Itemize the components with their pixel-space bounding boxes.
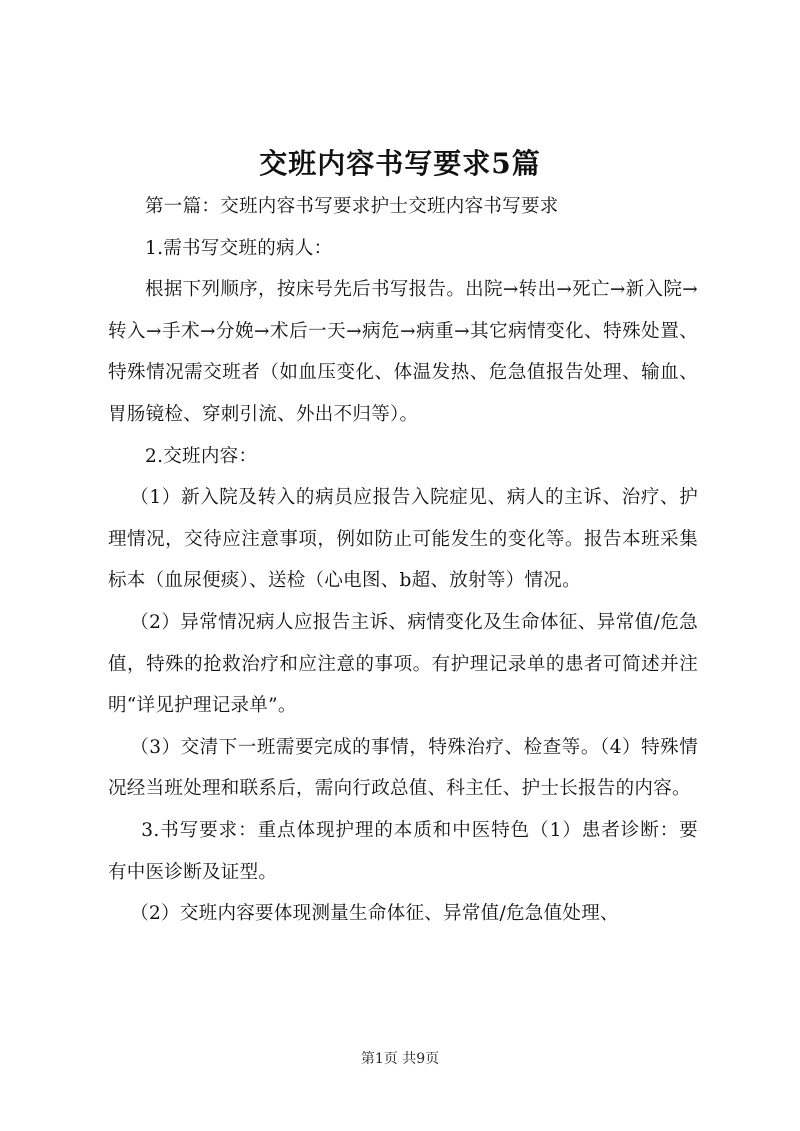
- paragraph-order-list: 根据下列顺序，按床号先后书写报告。出院→转出→死亡→新入院→转入→手术→分娩→术后一天→病危→病重→其它病情变化、特殊处置、特殊情况需交班者（如血压变化、体温发热、危急值报告处理、输血、胃肠镜检、穿刺引流、外出不归等）。: [108, 279, 698, 425]
- paragraph-item-3: 3.书写要求：重点体现护理的本质和中医特色（1）患者诊断：要有中医诊断及证型。: [108, 819, 698, 883]
- paragraph-item-2-heading: 2.交班内容：: [145, 445, 258, 467]
- paragraph-item-1-heading: 1.需书写交班的病人：: [145, 237, 333, 259]
- paragraph-subitem-2: （2）异常情况病人应报告主诉、病情变化及生命体征、异常值/危急值，特殊的抢救治疗和应注意的事项。有护理记录单的患者可简述并注明“详见护理记录单”。: [108, 611, 698, 717]
- paragraph-section-heading: 第一篇：交班内容书写要求护士交班内容书写要求: [145, 196, 559, 217]
- paragraph-subitem-3: （3）交清下一班需要完成的事情，特殊治疗、检查等。（4）特殊情况经当班处理和联系后，需向行政总值、科主任、护士长报告的内容。: [108, 736, 698, 800]
- paragraph-item-3-sub-2: （2）交班内容要体现测量生命体征、异常值/危急值处理、: [130, 903, 619, 925]
- paragraph-subitem-1: （1）新入院及转入的病员应报告入院症见、病人的主诉、治疗、护理情况，交待应注意事项，例如防止可能发生的变化等。报告本班采集标本（血尿便痰）、送检（心电图、b超、放射等）情况。: [108, 487, 698, 592]
- page-title: 交班内容书写要求5篇: [259, 147, 541, 180]
- page-footer: 第1页 共9页: [360, 1051, 440, 1067]
- document-body: [108, 186, 698, 935]
